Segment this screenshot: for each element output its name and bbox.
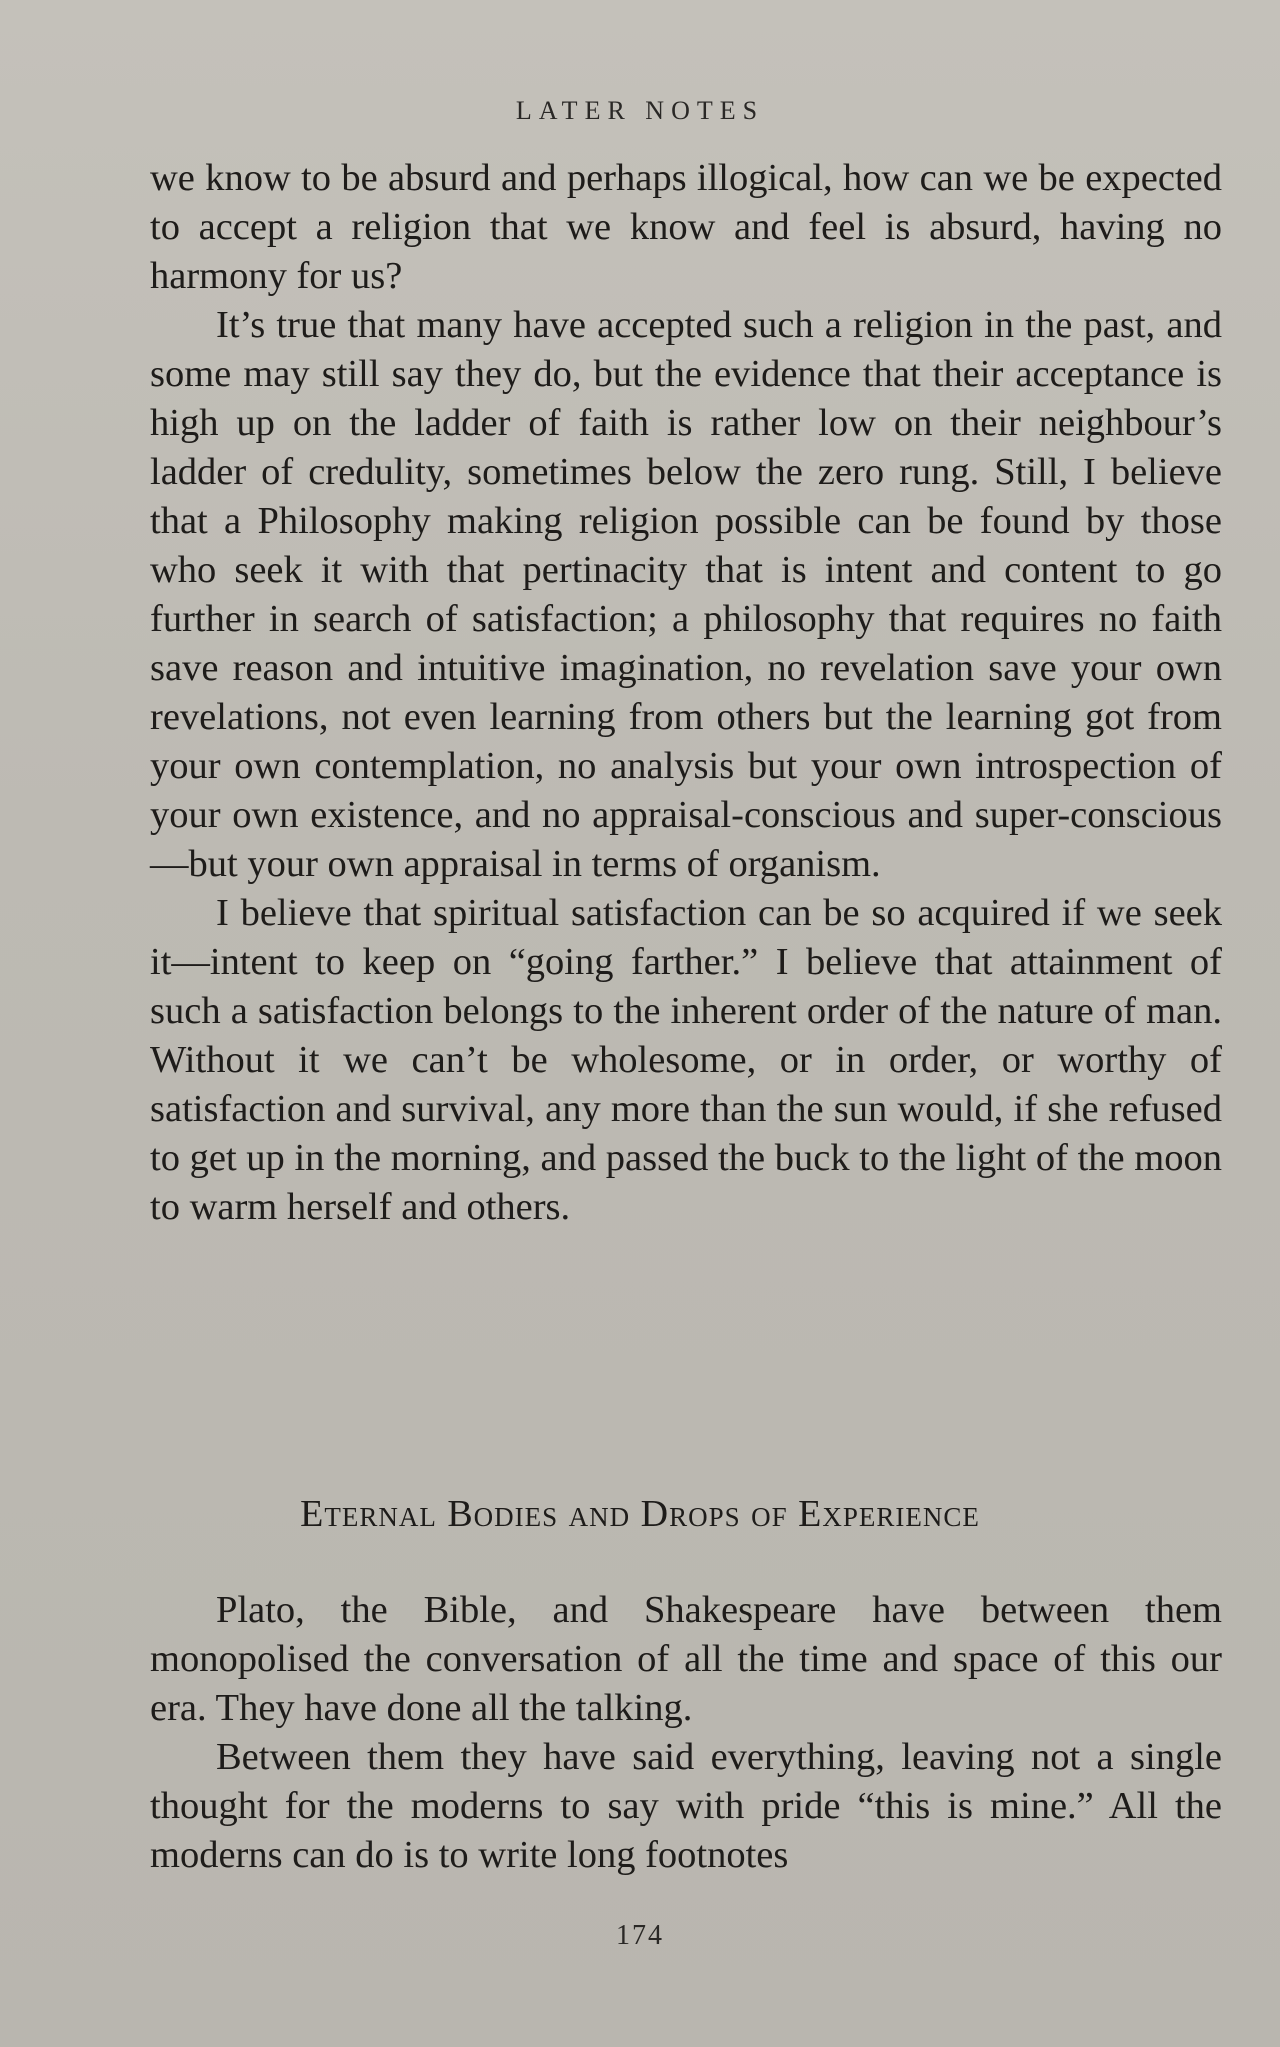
paragraph: Between them they have said everything, leaving not a single thought for the moderns to say with pride “this is mine.” All the moderns can do is to write long footnotes [150, 1736, 1222, 1876]
page-number: 174 [616, 1920, 664, 1951]
section-heading: Eternal Bodies and Drops of Experience [300, 1493, 980, 1535]
paragraph: It’s true that many have accepted such a religion in the past, and some may still say they do, but the evidence that their acceptance is high up on the ladder of faith is rather low on their neighbour’s ladder of credulity, sometimes below the zero rung. Still, I believe that a Philosophy making religion possible can be found by those who seek it with that pertinacity that is intent and content to go further in search of satisfaction; a philosophy that requires no faith save reason and intuitive imagination, no revelation save your own revelations, not even learning from others but the learning got from your own contemplation, no analysis but your own introspection of your own existence, and no appraisal-conscious and super-conscious—but your own appraisal in terms of organism. [150, 304, 1222, 885]
paragraph-continuation: we know to be absurd and perhaps illogical, how can we be expected to accept a religion that we know and feel is absurd, having no harmony for us? [150, 157, 1222, 297]
paragraph: Plato, the Bible, and Shakespeare have between them monopolised the conversation of all the time and space of this our era. They have done all the talking. [150, 1589, 1222, 1729]
body-text-bottom [150, 1586, 1222, 1880]
running-head: LATER NOTES [515, 96, 765, 125]
body-text-top [150, 154, 1222, 1232]
paragraph: I believe that spiritual satisfaction can be so acquired if we seek it—intent to keep on “going farther.” I believe that attainment of such a satisfaction belongs to the inherent order of the nature of man. Without it we can’t be wholesome, or in order, or worthy of satisfaction and survival, any more than the sun would, if she refused to get up in the morning, and passed the buck to the light of the moon to warm herself and others. [150, 892, 1222, 1228]
